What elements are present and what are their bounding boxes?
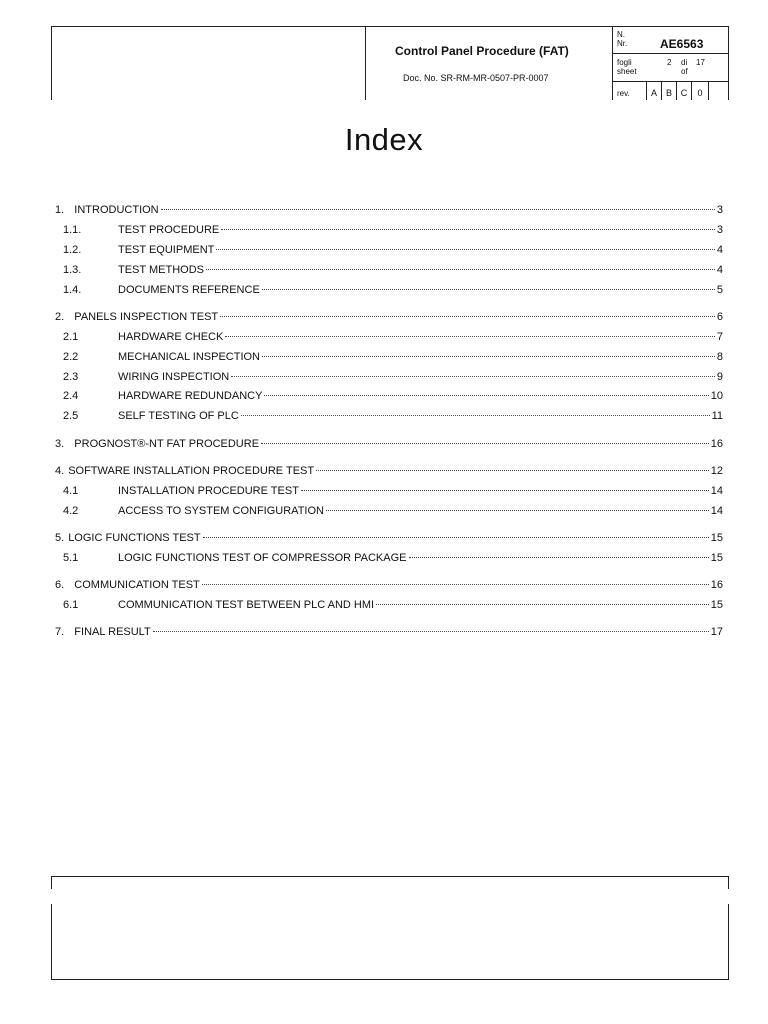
toc-entry-page: 17 bbox=[710, 626, 723, 638]
toc-entry-title: PANELS INSPECTION TEST bbox=[74, 311, 219, 323]
toc-entry-title: MECHANICAL INSPECTION bbox=[118, 351, 261, 363]
toc-entry-number: 2.5 bbox=[63, 410, 79, 422]
toc-entry-number: 2. bbox=[55, 311, 71, 323]
toc-entry bbox=[55, 465, 723, 480]
toc-entry bbox=[55, 505, 723, 520]
toc-leader-dots bbox=[216, 249, 715, 250]
toc-entry-title: INSTALLATION PROCEDURE TEST bbox=[118, 485, 299, 497]
toc-entry-number: 4.1 bbox=[63, 485, 79, 497]
toc-entry bbox=[55, 626, 723, 641]
header-right-border bbox=[728, 26, 729, 100]
toc-entry-page: 6 bbox=[716, 311, 723, 323]
toc-entry-page: 4 bbox=[716, 244, 723, 256]
toc-entry bbox=[55, 390, 723, 405]
footer-right-border bbox=[728, 904, 729, 980]
toc-entry-page: 15 bbox=[710, 599, 723, 611]
toc-leader-dots bbox=[264, 395, 708, 396]
toc-leader-dots bbox=[231, 376, 715, 377]
toc-entry bbox=[55, 284, 723, 299]
toc-entry-page: 11 bbox=[711, 410, 723, 422]
toc-leader-dots bbox=[326, 510, 709, 511]
toc-entry-number: 5.1 bbox=[63, 552, 79, 564]
toc-leader-dots bbox=[316, 470, 709, 471]
toc-entry bbox=[55, 410, 723, 425]
rev-cell-border bbox=[708, 81, 709, 100]
revision-cell: A bbox=[650, 88, 657, 98]
toc-entry-title: LOGIC FUNCTIONS TEST bbox=[68, 532, 201, 544]
n-label: N. bbox=[617, 30, 625, 39]
document-footer bbox=[51, 876, 728, 980]
toc-leader-dots bbox=[153, 631, 709, 632]
toc-entry bbox=[55, 311, 723, 326]
sheet-current: 2 bbox=[667, 58, 672, 67]
toc-entry bbox=[55, 224, 723, 239]
toc-entry-page: 12 bbox=[710, 465, 723, 477]
footer-right-border bbox=[728, 876, 729, 889]
toc-entry bbox=[55, 485, 723, 500]
toc-entry-number: 4.2 bbox=[63, 505, 79, 517]
toc-entry-page: 15 bbox=[710, 532, 723, 544]
toc-entry-title: LOGIC FUNCTIONS TEST OF COMPRESSOR PACKAGE bbox=[118, 552, 407, 564]
toc-entry-title: COMMUNICATION TEST bbox=[74, 579, 200, 591]
toc-entry-number: 5. bbox=[55, 532, 65, 544]
toc-entry-page: 16 bbox=[710, 579, 723, 591]
toc-entry-page: 4 bbox=[716, 264, 723, 276]
toc-entry-number: 1.1. bbox=[63, 224, 82, 236]
toc-leader-dots bbox=[262, 289, 715, 290]
toc-leader-dots bbox=[202, 584, 709, 585]
sheet-label: sheet bbox=[617, 67, 637, 76]
toc-entry-page: 3 bbox=[716, 224, 723, 236]
toc-entry-page: 16 bbox=[710, 438, 723, 450]
toc-entry-number: 4. bbox=[55, 465, 65, 477]
toc-entry-number: 2.1 bbox=[63, 331, 79, 343]
header-left-border bbox=[51, 26, 52, 100]
toc-entry-number: 2.4 bbox=[63, 390, 79, 402]
toc-entry-page: 9 bbox=[716, 371, 723, 383]
toc-entry-page: 14 bbox=[710, 505, 723, 517]
toc-leader-dots bbox=[262, 356, 715, 357]
number-label bbox=[617, 30, 627, 48]
toc-entry-number: 1.4. bbox=[63, 284, 82, 296]
toc-entry-title: COMMUNICATION TEST BETWEEN PLC AND HMI bbox=[118, 599, 375, 611]
revision-cell: 0 bbox=[697, 88, 703, 98]
header-cell-border bbox=[612, 81, 728, 82]
header-cell-border bbox=[612, 53, 728, 54]
toc-leader-dots bbox=[301, 490, 709, 491]
toc-entry-page: 8 bbox=[716, 351, 723, 363]
toc-entry bbox=[55, 371, 723, 386]
toc-leader-dots bbox=[206, 269, 715, 270]
document-title: Control Panel Procedure (FAT) bbox=[395, 44, 569, 58]
toc-entry-number: 7. bbox=[55, 626, 71, 638]
toc-entry-page: 15 bbox=[710, 552, 723, 564]
rev-cell-border bbox=[691, 81, 692, 100]
toc-entry-title: FINAL RESULT bbox=[74, 626, 151, 638]
di-label: di bbox=[681, 58, 688, 67]
toc-entry-page: 7 bbox=[716, 331, 723, 343]
toc-entry-title: PROGNOST®-NT FAT PROCEDURE bbox=[74, 438, 260, 450]
nr-label: Nr. bbox=[617, 39, 628, 48]
toc-entry-title: WIRING INSPECTION bbox=[118, 371, 230, 383]
toc-entry-title: SOFTWARE INSTALLATION PROCEDURE TEST bbox=[68, 465, 315, 477]
revision-label: rev. bbox=[617, 89, 630, 98]
header-divider bbox=[612, 26, 613, 100]
footer-bottom-border bbox=[51, 979, 728, 980]
toc-leader-dots bbox=[203, 537, 709, 538]
toc-entry-title: TEST PROCEDURE bbox=[118, 224, 220, 236]
toc-entry-number: 1.2. bbox=[63, 244, 82, 256]
toc-entry-title: TEST EQUIPMENT bbox=[118, 244, 215, 256]
revision-cell: C bbox=[680, 88, 688, 98]
footer-left-border bbox=[51, 904, 52, 980]
toc-entry-page: 5 bbox=[716, 284, 723, 296]
document-header bbox=[51, 26, 728, 100]
toc-leader-dots bbox=[241, 415, 710, 416]
toc-entry-title: TEST METHODS bbox=[118, 264, 204, 276]
toc-entry bbox=[55, 244, 723, 259]
toc-entry bbox=[55, 532, 723, 547]
toc-entry bbox=[55, 331, 723, 346]
sheet-total: 17 bbox=[696, 58, 705, 67]
toc-entry bbox=[55, 579, 723, 594]
toc-leader-dots bbox=[376, 604, 709, 605]
toc-entry-number: 6.1 bbox=[63, 599, 79, 611]
toc-leader-dots bbox=[261, 443, 709, 444]
toc-entry-page: 10 bbox=[710, 390, 723, 402]
sheet-labels bbox=[617, 58, 637, 76]
toc-leader-dots bbox=[161, 209, 715, 210]
toc-entry-number: 2.3 bbox=[63, 371, 79, 383]
toc-entry-page: 14 bbox=[710, 485, 723, 497]
toc-entry bbox=[55, 351, 723, 366]
toc-entry-number: 2.2 bbox=[63, 351, 79, 363]
toc-entry-title: INTRODUCTION bbox=[74, 204, 159, 216]
toc-entry bbox=[55, 552, 723, 567]
footer-left-border bbox=[51, 876, 52, 889]
toc-leader-dots bbox=[409, 557, 709, 558]
toc-entry-page: 3 bbox=[716, 204, 723, 216]
page-title: Index bbox=[344, 122, 424, 157]
toc-leader-dots bbox=[221, 229, 715, 230]
toc-entry-number: 1.3. bbox=[63, 264, 82, 276]
document-code: AE6563 bbox=[660, 37, 704, 51]
toc-entry-title: DOCUMENTS REFERENCE bbox=[118, 284, 260, 296]
toc-entry-title: ACCESS TO SYSTEM CONFIGURATION bbox=[118, 505, 324, 517]
toc-entry-title: HARDWARE CHECK bbox=[118, 331, 224, 343]
toc-leader-dots bbox=[220, 316, 715, 317]
header-divider bbox=[365, 26, 366, 100]
toc-entry bbox=[55, 599, 723, 614]
toc-entry bbox=[55, 264, 723, 279]
toc-entry bbox=[55, 204, 723, 219]
header-top-border bbox=[51, 26, 728, 27]
toc-entry bbox=[55, 438, 723, 453]
toc-entry-number: 3. bbox=[55, 438, 71, 450]
fogli-label: fogli bbox=[617, 58, 632, 67]
toc-entry-title: SELF TESTING OF PLC bbox=[118, 410, 239, 422]
document-number: Doc. No. SR-RM-MR-0507-PR-0007 bbox=[403, 73, 549, 83]
footer-top-border bbox=[51, 876, 728, 877]
toc-entry-title: HARDWARE REDUNDANCY bbox=[118, 390, 263, 402]
toc-entry-number: 1. bbox=[55, 204, 71, 216]
toc-entry-number: 6. bbox=[55, 579, 71, 591]
toc-leader-dots bbox=[225, 336, 715, 337]
revision-cell: B bbox=[665, 88, 672, 98]
of-label: of bbox=[681, 67, 688, 76]
